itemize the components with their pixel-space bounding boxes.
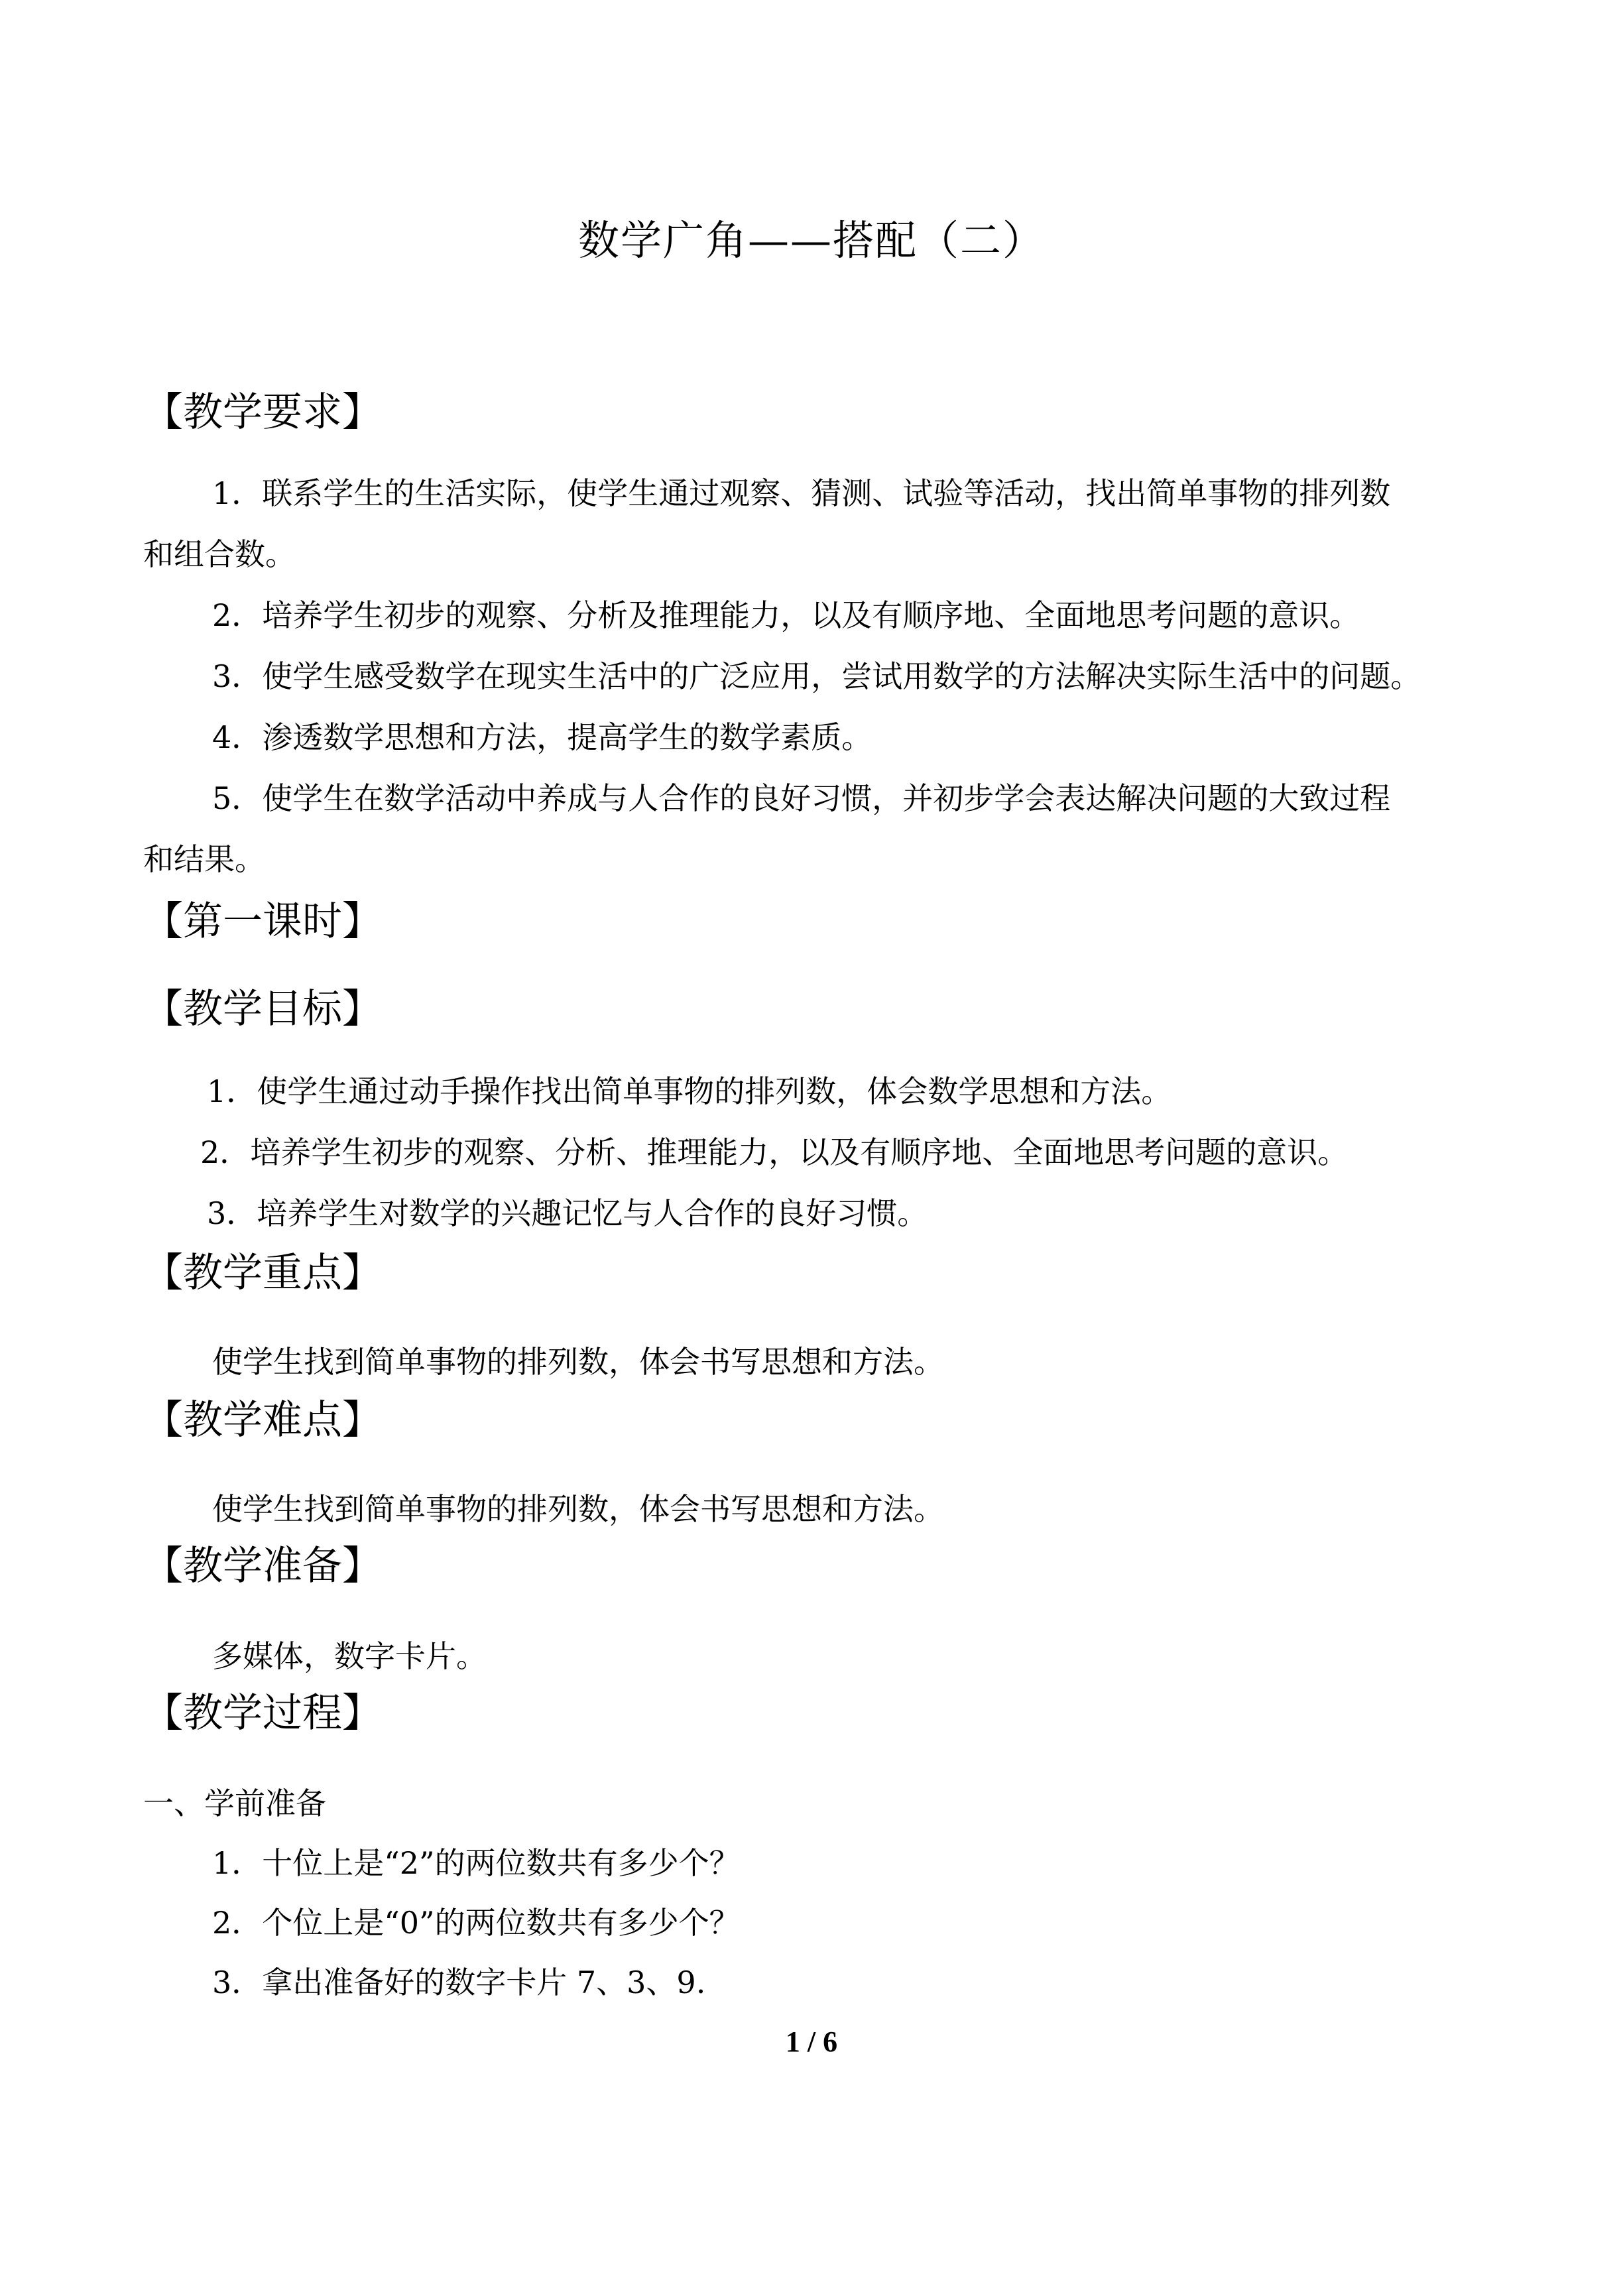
requirement-1-cont: 和组合数。 — [143, 536, 296, 572]
process-item-2: 2．个位上是“0”的两位数共有多少个？ — [212, 1905, 740, 1941]
heading-process: 【教学过程】 — [143, 1690, 382, 1736]
objective-2: 2．培养学生初步的观察、分析、推理能力，以及有顺序地、全面地思考问题的意识。 — [200, 1134, 1349, 1170]
requirement-2: 2．培养学生初步的观察、分析及推理能力，以及有顺序地、全面地思考问题的意识。 — [212, 597, 1360, 633]
heading-preparation: 【教学准备】 — [143, 1543, 382, 1589]
requirement-3: 3．使学生感受数学在现实生活中的广泛应用，尝试用数学的方法解决实际生活中的问题。 — [212, 658, 1421, 694]
heading-requirements: 【教学要求】 — [143, 389, 382, 436]
process-item-3: 3．拿出准备好的数字卡片 7、3、9. — [212, 1964, 706, 2000]
page-title: 数学广角——搭配（二） — [577, 216, 1045, 265]
heading-objectives: 【教学目标】 — [143, 986, 382, 1032]
preparation-text: 多媒体，数字卡片。 — [212, 1638, 487, 1674]
difficulties-text: 使学生找到简单事物的排列数，体会书写思想和方法。 — [212, 1491, 944, 1527]
objective-3: 3．培养学生对数学的兴趣记忆与人合作的良好习惯。 — [207, 1195, 928, 1231]
key-points-text: 使学生找到简单事物的排列数，体会书写思想和方法。 — [212, 1344, 944, 1380]
requirement-5: 5．使学生在数学活动中养成与人合作的良好习惯，并初步学会表达解决问题的大致过程 — [212, 780, 1391, 816]
process-subheading: 一、学前准备 — [143, 1785, 326, 1821]
requirement-5-cont: 和结果。 — [143, 841, 265, 877]
heading-difficulties: 【教学难点】 — [143, 1397, 382, 1443]
objective-1: 1．使学生通过动手操作找出简单事物的排列数，体会数学思想和方法。 — [207, 1073, 1172, 1109]
process-item-1: 1．十位上是“2”的两位数共有多少个？ — [212, 1845, 740, 1881]
page-number: 1 / 6 — [785, 2025, 838, 2058]
heading-lesson1: 【第一课时】 — [143, 898, 382, 945]
requirement-1: 1．联系学生的生活实际，使学生通过观察、猜测、试验等活动，找出简单事物的排列数 — [212, 475, 1391, 511]
heading-key-points: 【教学重点】 — [143, 1250, 382, 1296]
requirement-4: 4．渗透数学思想和方法，提高学生的数学素质。 — [212, 719, 872, 755]
